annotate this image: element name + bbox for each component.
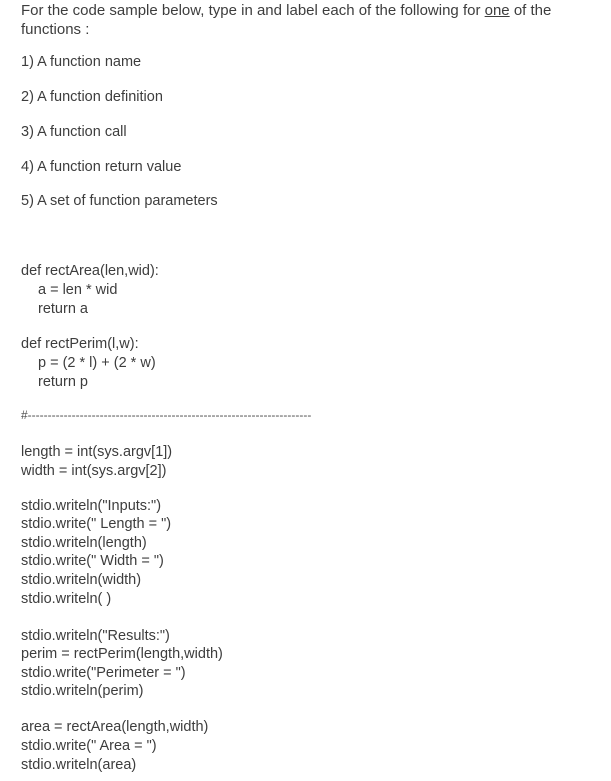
code-def-rectarea: def rectArea(len,wid): — [21, 263, 159, 279]
code-line: stdio.writeln("Results:") — [21, 628, 170, 644]
list-item-function-parameters: 5) A set of function parameters — [21, 193, 218, 209]
list-item-function-call: 3) A function call — [21, 124, 127, 140]
code-line: stdio.writeln(area) — [21, 757, 137, 773]
code-line: stdio.writeln(width) — [21, 572, 142, 588]
prompt-text-after: of the functions : — [21, 2, 552, 38]
code-area-body-2: return a — [38, 301, 88, 317]
code-width-line: width = int(sys.argv[2]) — [21, 463, 167, 479]
code-line: stdio.write(" Width = ") — [21, 553, 164, 569]
code-perim-body-2: return p — [38, 374, 88, 390]
question-prompt — [21, 1, 601, 39]
question-document — [21, 0, 601, 773]
list-item-return-value: 4) A function return value — [21, 159, 182, 175]
code-line: stdio.writeln(perim) — [21, 683, 144, 699]
code-separator: #----------------------------------------------------------------------- — [21, 408, 312, 422]
code-line: stdio.writeln( ) — [21, 591, 112, 607]
code-line: perim = rectPerim(length,width) — [21, 646, 223, 662]
code-def-rectperim: def rectPerim(l,w): — [21, 336, 139, 352]
code-line: stdio.writeln(length) — [21, 535, 147, 551]
code-line: stdio.writeln("Inputs:") — [21, 498, 162, 514]
code-length-line: length = int(sys.argv[1]) — [21, 444, 173, 460]
prompt-emphasis: one — [484, 2, 510, 19]
code-line: area = rectArea(length,width) — [21, 719, 209, 735]
code-perim-body-1: p = (2 * l) + (2 * w) — [38, 355, 156, 371]
list-item-function-name: 1) A function name — [21, 54, 142, 70]
code-line: stdio.write("Perimeter = ") — [21, 665, 186, 681]
list-item-function-definition: 2) A function definition — [21, 89, 163, 105]
code-line: stdio.write(" Area = ") — [21, 738, 157, 754]
code-area-body-1: a = len * wid — [38, 282, 118, 298]
code-line: stdio.write(" Length = ") — [21, 516, 172, 532]
prompt-text-before: For the code sample below, type in and label each of the following for — [21, 2, 485, 19]
